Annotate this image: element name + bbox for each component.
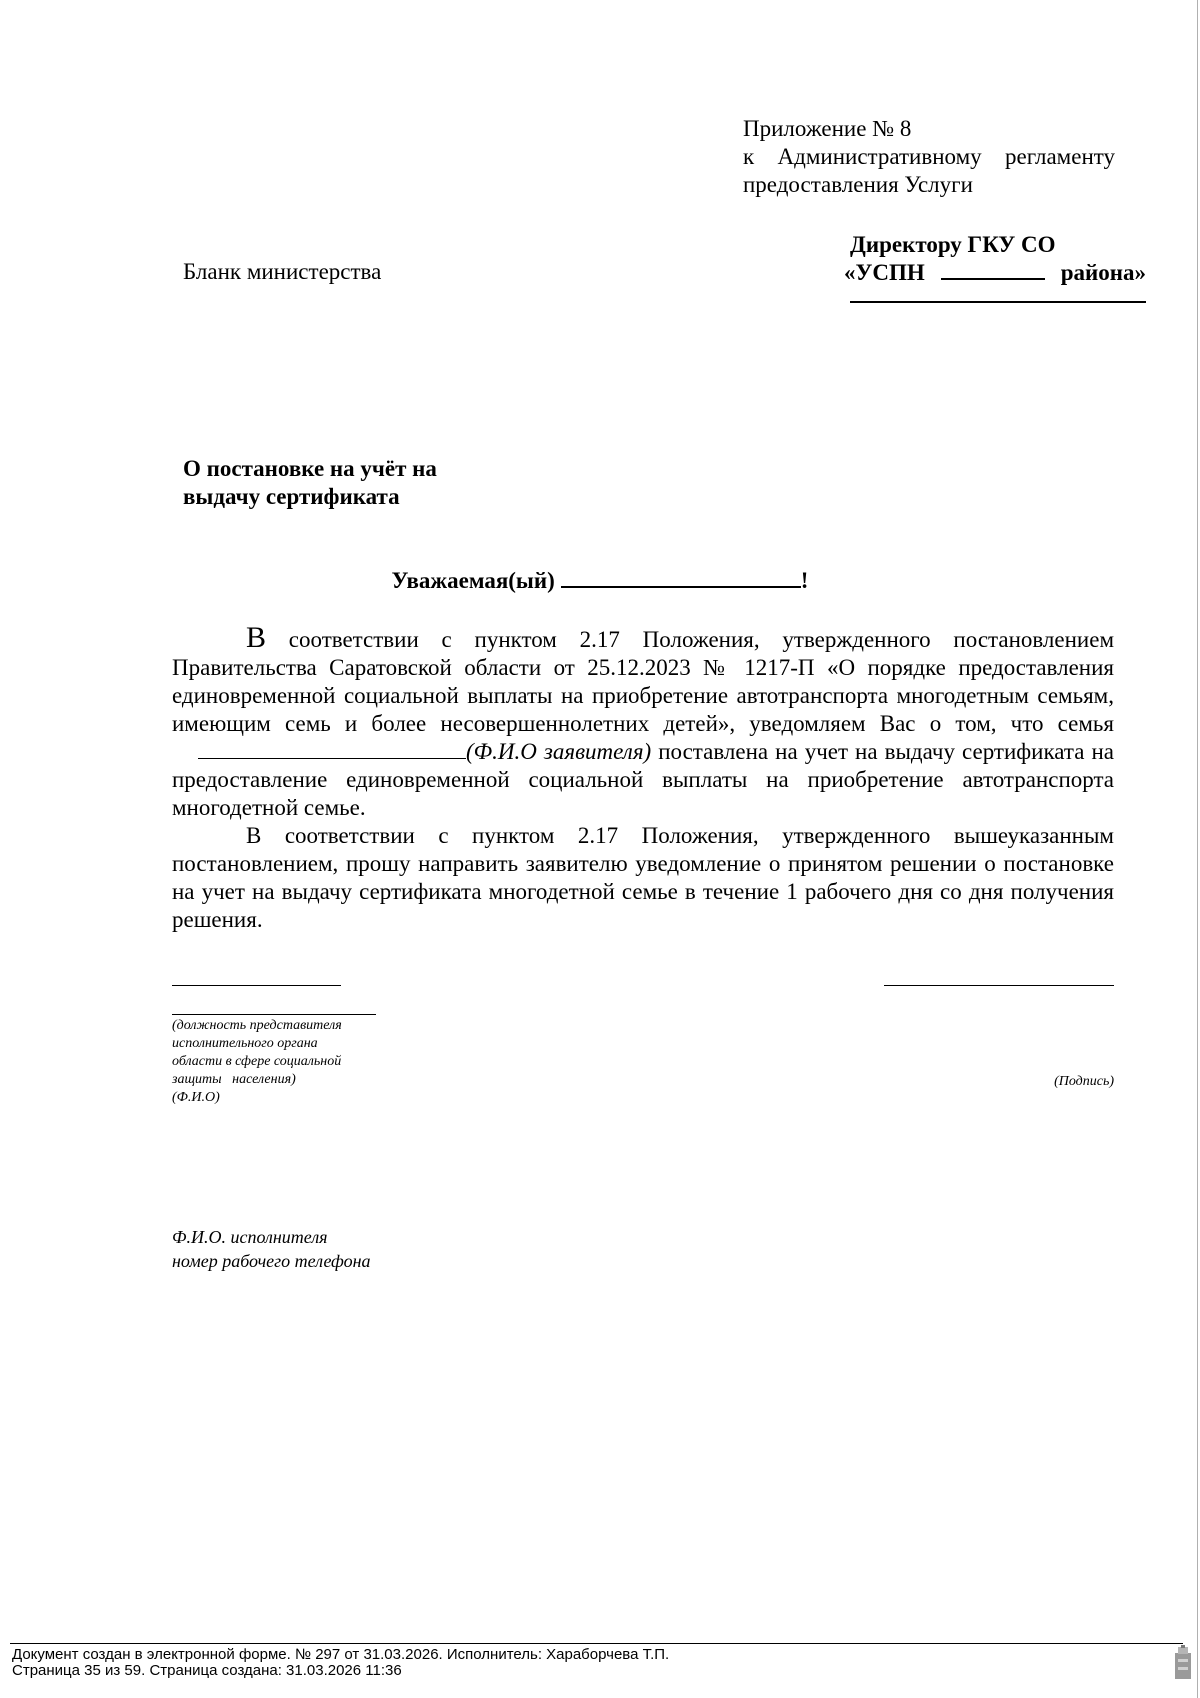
subject-line-1: О постановке на учёт на: [183, 456, 437, 481]
district-field[interactable]: [941, 259, 1045, 280]
addressee-org-end: района»: [1060, 260, 1146, 285]
executor-name: Ф.И.О. исполнителя: [172, 1227, 328, 1247]
greeting: [0, 566, 1200, 595]
page-edge: [1197, 0, 1198, 1698]
appendix-service: предоставления Услуги: [743, 172, 973, 197]
executor-phone: номер рабочего телефона: [172, 1251, 371, 1271]
position-title-line: [172, 1014, 376, 1015]
addressee-block: [844, 231, 1146, 303]
document-footer: [12, 1647, 669, 1679]
recipient-name-field[interactable]: [561, 566, 801, 588]
appendix-header: [743, 115, 1115, 199]
greeting-text: Уважаемая(ый): [391, 568, 555, 593]
paragraph-1: [172, 621, 1114, 822]
addressee-org-start: «УСПН: [844, 260, 925, 285]
position-signature-line: [172, 985, 341, 986]
ministry-blank-label: Бланк министерства: [183, 259, 382, 284]
position-caption-line-5: (Ф.И.О): [172, 1090, 220, 1105]
addressee-name-field[interactable]: [850, 301, 1146, 303]
footer-divider: [10, 1643, 1183, 1644]
subject-line-2: выдачу сертификата: [183, 484, 400, 509]
greeting-exclamation: !: [800, 568, 809, 593]
signature-caption: (Подпись): [1054, 1074, 1114, 1089]
appendix-number: Приложение № 8: [743, 116, 912, 141]
applicant-hint: (Ф.И.О заявителя): [466, 739, 652, 764]
paragraph-1-part-1: соответствии с пунктом 2.17 Положения, утвержденного постановлением Правительства Саратовской области от 25.12.2023 № 1217-П «О порядке предоставления единовременной социальной выплаты на приобретение автотранспорта многодетным семьям, имеющим семь и более несовершеннолетних детей», уведомляем Вас о том, что семья: [172, 627, 1114, 736]
position-caption-line-3: области в сфере социальной: [172, 1054, 342, 1069]
position-caption-line-4: защиты населения): [172, 1072, 296, 1087]
footer-document-info: Документ создан в электронной форме. № 297 от 31.03.2026. Исполнитель: Хараборчева Т.П.: [12, 1646, 670, 1663]
addressee-organization: [844, 259, 1146, 287]
paragraph-1-first-letter: В: [246, 621, 267, 654]
executor-info: [172, 1225, 371, 1273]
paragraph-2: В соответствии с пунктом 2.17 Положения, утвержденного вышеуказанным постановлением, прошу направить заявителю уведомление о принятом решении о постановке на учет на выдачу сертификата многодетной семье в течение 1 рабочего дня со дня получения решения.: [172, 823, 1114, 932]
applicant-name-field[interactable]: [198, 740, 466, 759]
paragraph-1-part-2: поставлена на учет на выдачу сертификата на предоставление единовременной социальной выплаты на приобретение автотранспорта многодетной семье.: [172, 739, 1114, 820]
position-caption: [172, 1017, 412, 1107]
document-subject: [183, 455, 437, 511]
position-caption-line-2: исполнительного органа: [172, 1036, 318, 1051]
addressee-title: Директору ГКУ СО: [850, 232, 1056, 257]
footer-page-info: Страница 35 из 59. Страница создана: 31.03.2026 11:36: [12, 1662, 402, 1679]
appendix-reference: к Административному регламенту: [743, 144, 1115, 169]
position-caption-line-1: (должность представителя: [172, 1018, 342, 1033]
emblem-icon: [1172, 1645, 1194, 1681]
signature-line: [884, 985, 1114, 986]
letter-body: [172, 621, 1114, 934]
